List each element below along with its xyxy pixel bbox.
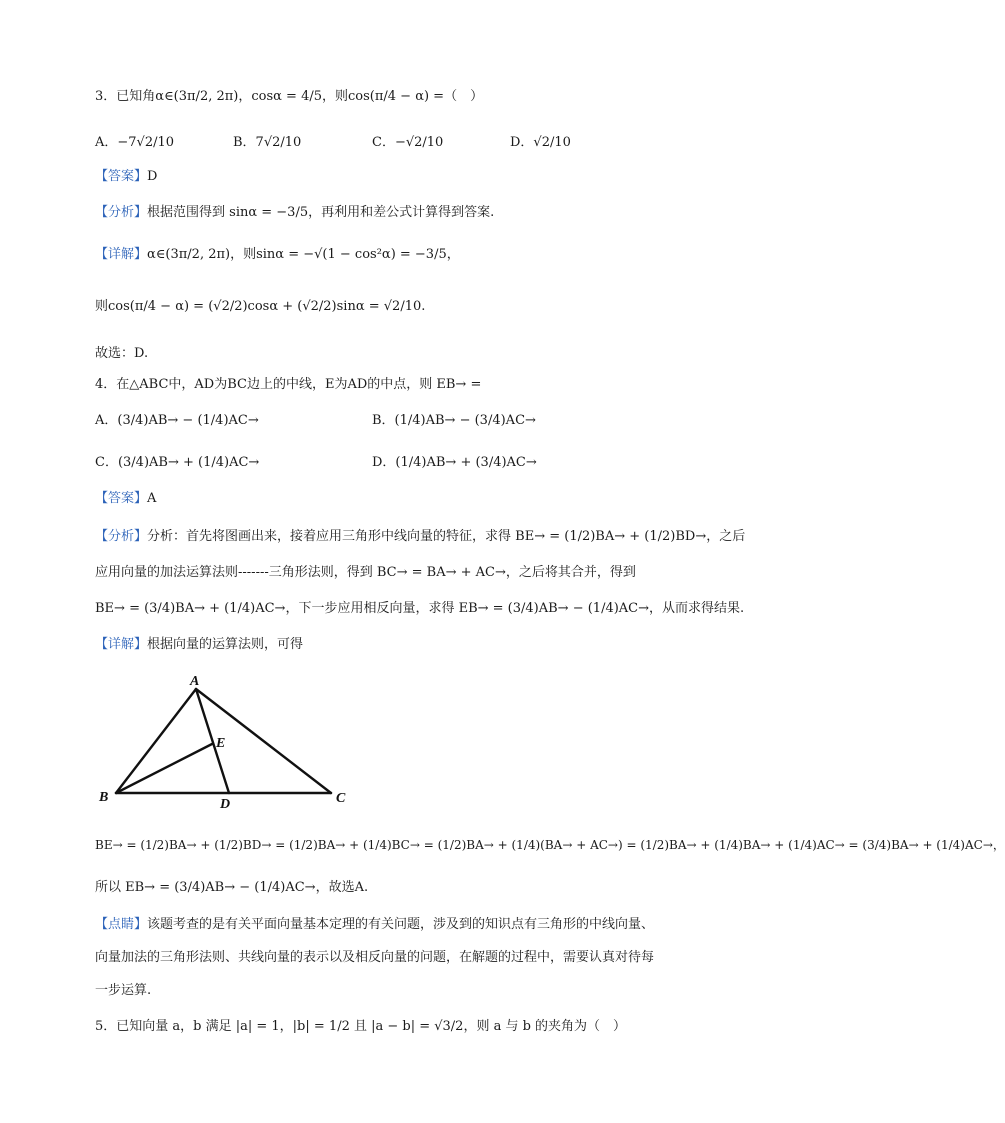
q3-option-d: D．√2/10 bbox=[510, 135, 571, 150]
q3-option-a: A．−7√2/10 bbox=[95, 135, 175, 150]
triangle-figure bbox=[95, 668, 365, 810]
q5-stem: 5．已知向量 a，b 满足 |a| = 1，|b| = 1/2 且 |a − b| = √3/2，则 a 与 b 的夹角为（ ） bbox=[95, 1019, 627, 1034]
q3-analysis: 【分析】根据范围得到 sinα = −3/5，再利用和差公式计算得到答案. bbox=[95, 205, 495, 220]
q4-option-d: D．(1/4)AB→ + (3/4)AC→ bbox=[372, 455, 537, 470]
q4-comment-2: 向量加法的三角形法则、共线向量的表示以及相反向量的问题，在解题的过程中，需要认真对待每 bbox=[95, 950, 655, 965]
point-d-label: D bbox=[220, 797, 231, 812]
q3-choose: 故选：D. bbox=[95, 346, 149, 361]
q4-stem: 4．在△ABC中，AD为BC边上的中线，E为AD的中点，则 EB→ = bbox=[95, 377, 482, 392]
q4-analysis-1: 【分析】分析：首先将图画出来，接着应用三角形中线向量的特征，求得 BE→ = (1/2)BA→ + (1/2)BD→，之后 bbox=[95, 529, 746, 544]
q3-option-b: B．7√2/10 bbox=[233, 135, 302, 150]
q4-comment-3: 一步运算. bbox=[95, 983, 152, 998]
q4-analysis-2: 应用向量的加法运算法则-------三角形法则，得到 BC→ = BA→ + AC→，之后将其合并，得到 bbox=[95, 565, 636, 580]
q4-analysis-3: BE→ = (3/4)BA→ + (1/4)AC→，下一步应用相反向量，求得 EB→ = (3/4)AB→ − (1/4)AC→，从而求得结果. bbox=[95, 601, 745, 616]
q4-comment-1: 【点睛】该题考查的是有关平面向量基本定理的有关问题，涉及到的知识点有三角形的中线向量、 bbox=[95, 917, 655, 932]
q4-conclusion: 所以 EB→ = (3/4)AB→ − (1/4)AC→，故选A. bbox=[95, 880, 369, 895]
q4-calculation: BE→ = (1/2)BA→ + (1/2)BD→ = (1/2)BA→ + (1/4)BC→ = (1/2)BA→ + (1/4)(BA→ + AC→) = (1/2)BA→ + (1/4)BA→ + (1/4)AC→ = (3/4)BA→ + (1/4)AC→， bbox=[95, 838, 1005, 852]
q4-option-b: B．(1/4)AB→ − (3/4)AC→ bbox=[372, 413, 536, 428]
q3-stem: 3．已知角α∈(3π/2, 2π)，cosα = 4/5，则cos(π/4 − α) =（ ） bbox=[95, 89, 484, 104]
q3-detail-2: 则cos(π/4 − α) = (√2/2)cosα + (√2/2)sinα = √2/10. bbox=[95, 299, 426, 314]
q4-answer: 【答案】A bbox=[95, 491, 157, 506]
q4-option-a: A．(3/4)AB→ − (1/4)AC→ bbox=[95, 413, 259, 428]
q3-option-c: C．−√2/10 bbox=[372, 135, 444, 150]
q3-answer: 【答案】D bbox=[95, 169, 158, 184]
point-e-label: E bbox=[216, 736, 226, 751]
vertex-c-label: C bbox=[336, 791, 346, 806]
vertex-b-label: B bbox=[99, 790, 109, 805]
q3-detail-1: 【详解】α∈(3π/2, 2π)，则sinα = −√(1 − cos²α) = −3/5， bbox=[95, 247, 460, 262]
q4-option-c: C．(3/4)AB→ + (1/4)AC→ bbox=[95, 455, 260, 470]
edge-ab bbox=[116, 689, 196, 793]
vertex-a-label: A bbox=[190, 674, 200, 689]
q4-detail: 【详解】根据向量的运算法则，可得 bbox=[95, 637, 304, 652]
segment-be bbox=[116, 744, 212, 793]
